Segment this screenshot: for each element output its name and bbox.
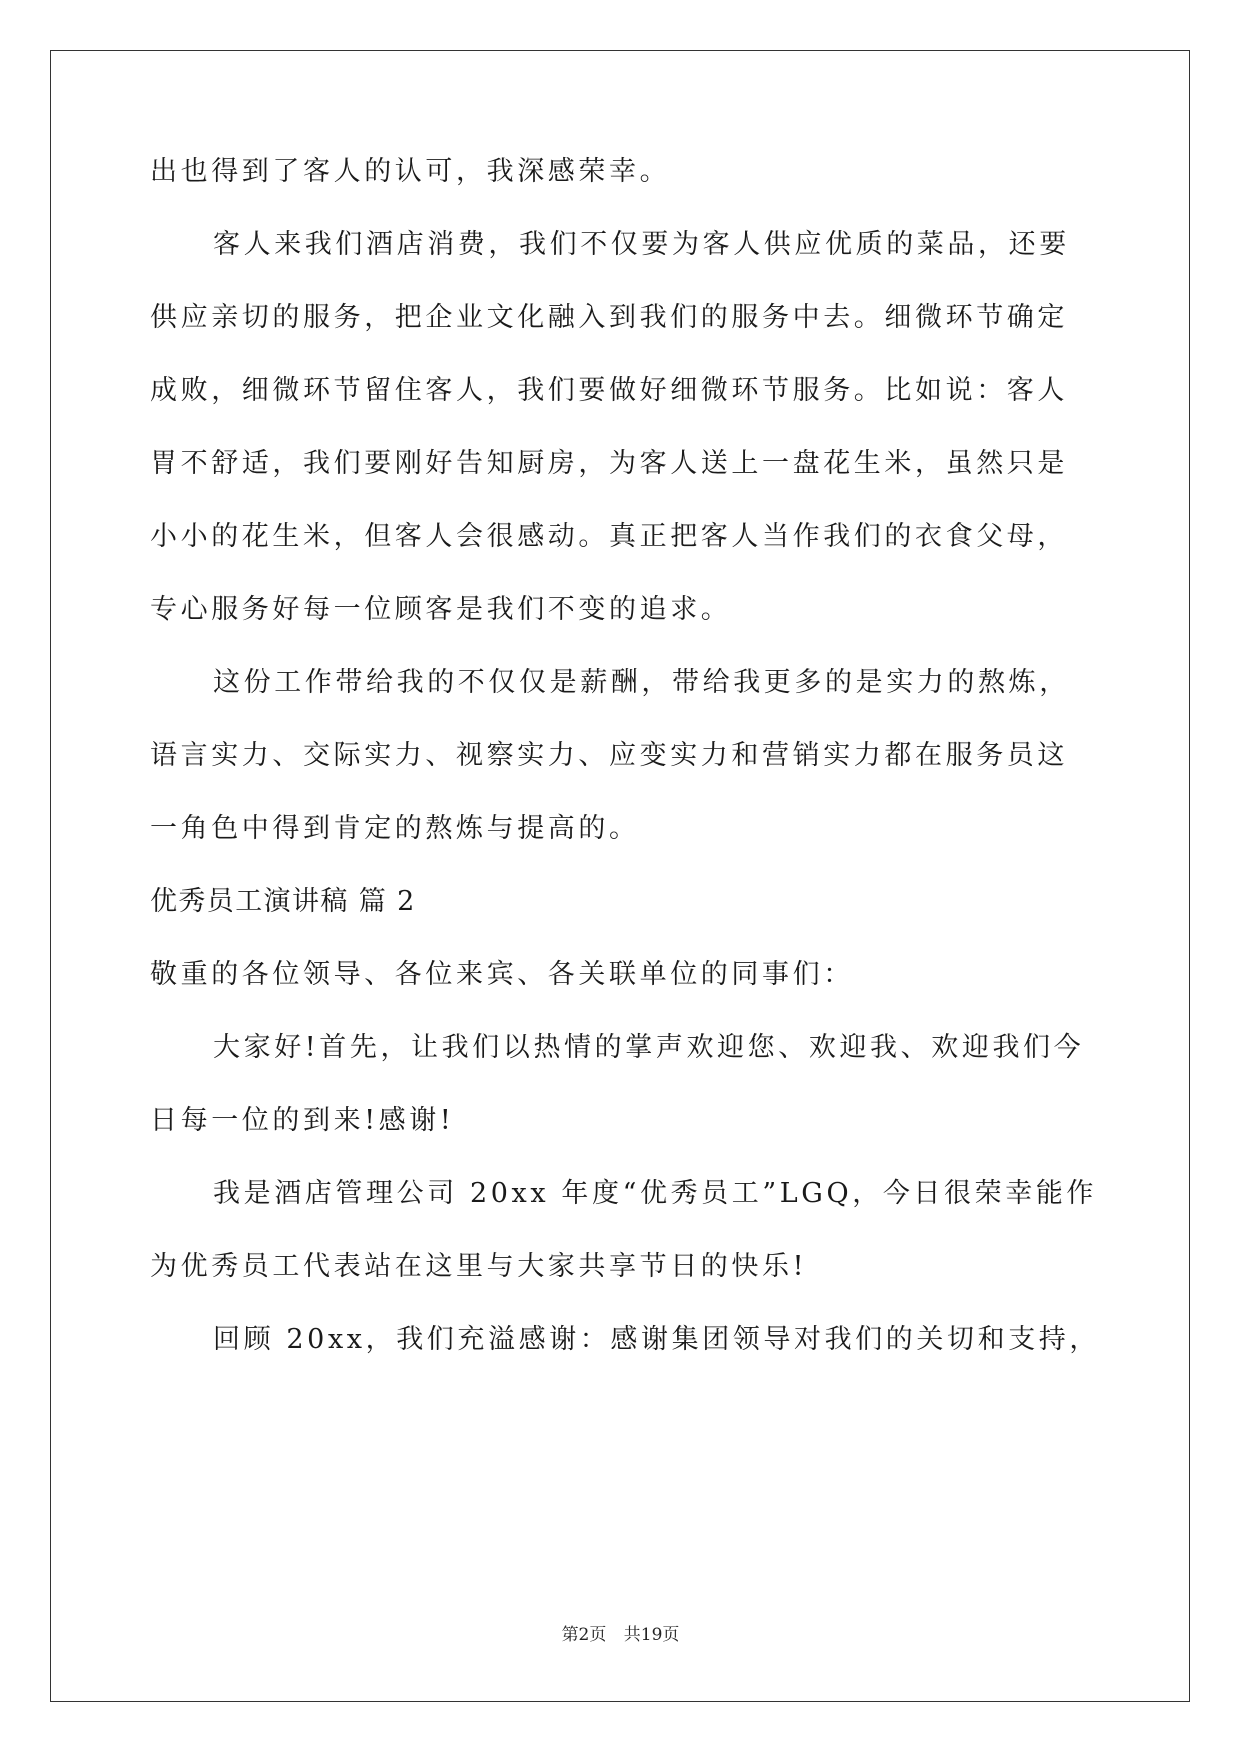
text-line: 语言实力、交际实力、视察实力、应变实力和营销实力都在服务员这: [150, 740, 1068, 771]
page-total: 共19页: [623, 1625, 680, 1645]
text-line: 客人来我们酒店消费，我们不仅要为客人供应优质的菜品，还要: [213, 229, 1070, 260]
text-line: 日每一位的到来!感谢!: [150, 1105, 455, 1136]
text-line: 回顾 20xx，我们充溢感谢：感谢集团领导对我们的关切和支持，: [213, 1324, 1100, 1355]
text-line: 这份工作带给我的不仅仅是薪酬，带给我更多的是实力的熬炼，: [213, 667, 1070, 698]
text-line: 成败，细微环节留住客人，我们要做好细微环节服务。比如说：客人: [150, 375, 1068, 406]
text-line: 胃不舒适，我们要刚好告知厨房，为客人送上一盘花生米，虽然只是: [150, 448, 1068, 479]
text-line: 大家好!首先，让我们以热情的掌声欢迎您、欢迎我、欢迎我们今: [213, 1032, 1085, 1063]
text-line: 专心服务好每一位顾客是我们不变的追求。: [150, 594, 732, 625]
page-number: 第2页: [561, 1625, 607, 1645]
text-line: 小小的花生米，但客人会很感动。真正把客人当作我们的衣食父母，: [150, 521, 1068, 552]
page-footer: [0, 1620, 1241, 1645]
text-line: 出也得到了客人的认可，我深感荣幸。: [150, 156, 671, 187]
text-line: 敬重的各位领导、各位来宾、各关联单位的同事们：: [150, 959, 854, 990]
text-line: 一角色中得到肯定的熬炼与提高的。: [150, 813, 640, 844]
text-line: 我是酒店管理公司 20xx 年度“优秀员工”LGQ，今日很荣幸能作: [213, 1178, 1098, 1209]
section-heading: 优秀员工演讲稿 篇 2: [150, 886, 416, 917]
text-line: 为优秀员工代表站在这里与大家共享节日的快乐!: [150, 1251, 808, 1282]
text-line: 供应亲切的服务，把企业文化融入到我们的服务中去。细微环节确定: [150, 302, 1068, 333]
